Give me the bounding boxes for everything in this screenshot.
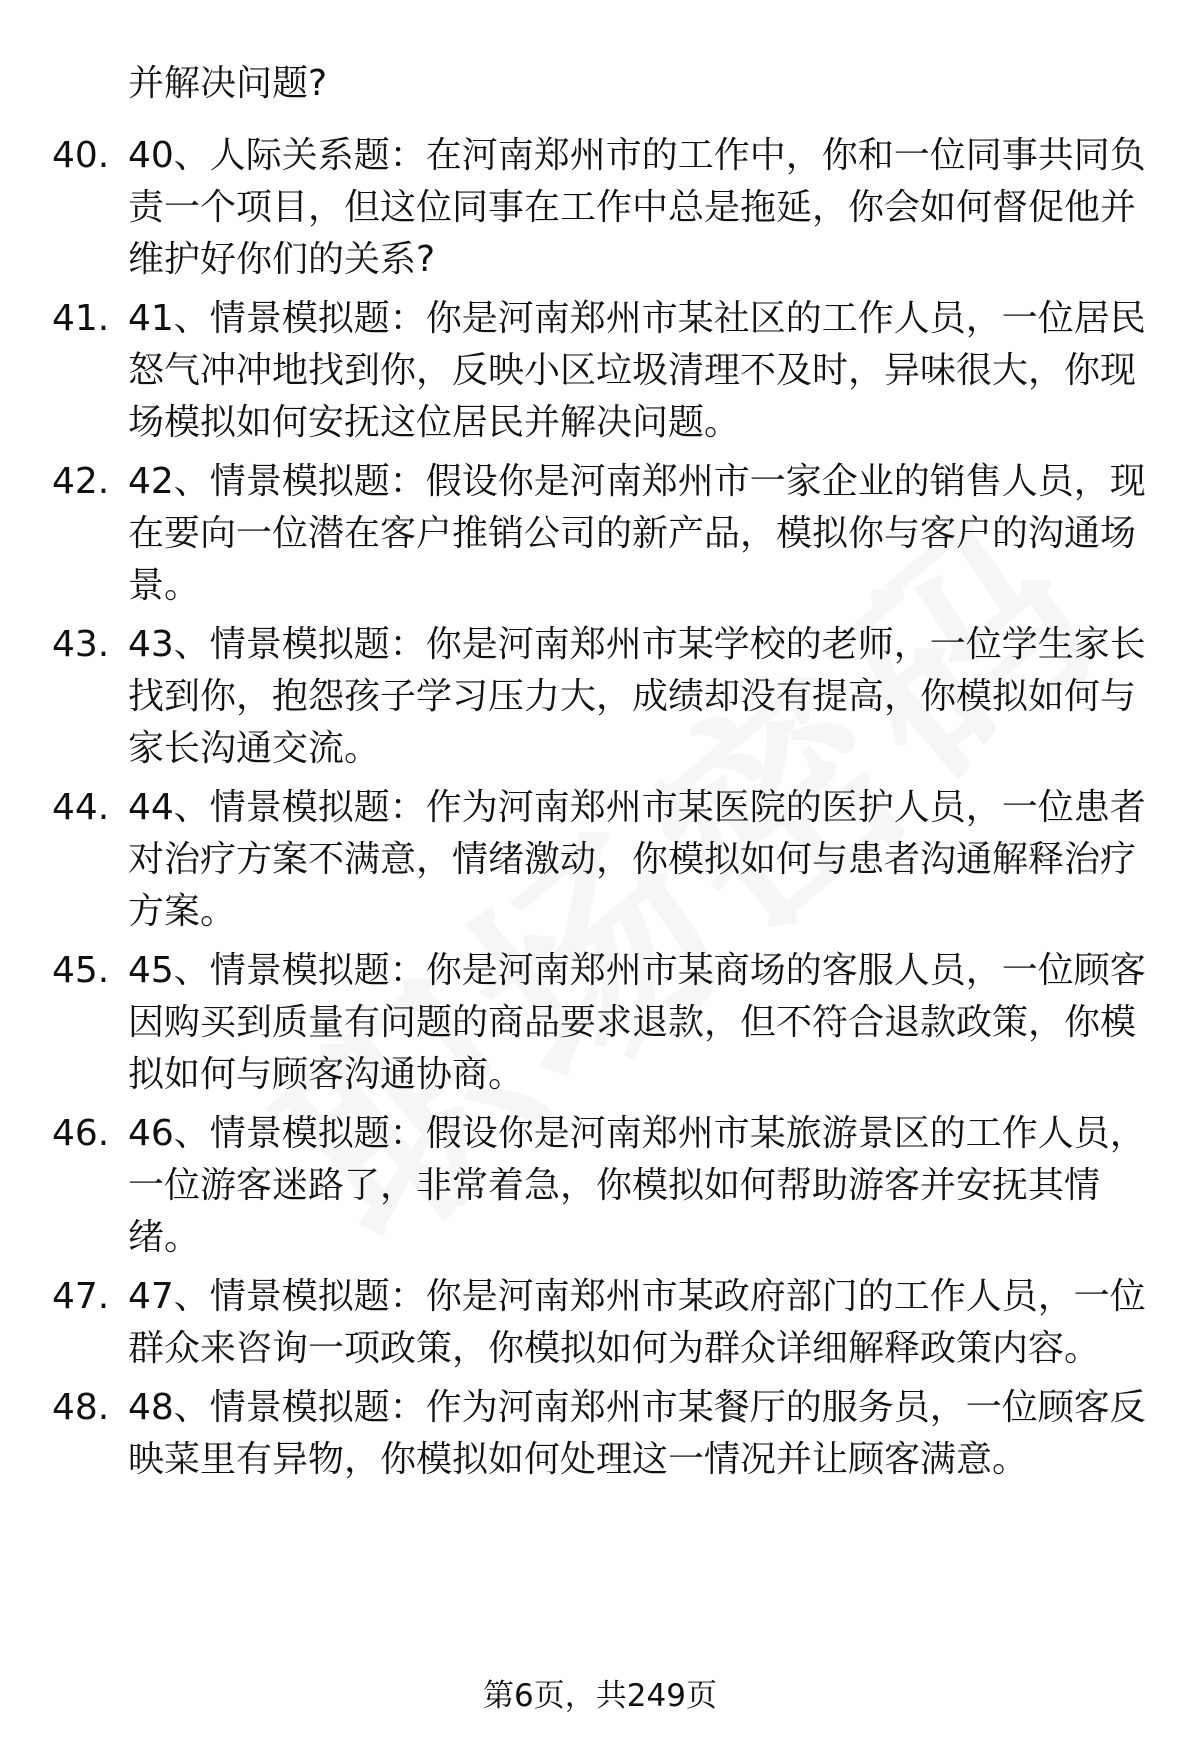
continuation-text: 并解决问题? — [128, 63, 328, 104]
item-text: 48、情景模拟题：作为河南郑州市某餐厅的服务员，一位顾客反映菜里有异物，你模拟如何处理这一情况并让顾客满意。 — [128, 1387, 1146, 1480]
item-text: 43、情景模拟题：你是河南郑州市某学校的老师，一位学生家长找到你，抱怨孩子学习压力大，成绩却没有提高，你模拟如何与家长沟通交流。 — [128, 624, 1146, 769]
item-number: 43. — [52, 624, 110, 665]
item-text: 41、情景模拟题：你是河南郑州市某社区的工作人员，一位居民怒气冲冲地找到你，反映小区垃圾清理不及时，异味很大，你现场模拟如何安抚这位居民并解决问题。 — [128, 298, 1146, 443]
item-number: 48. — [52, 1387, 110, 1428]
item-text: 40、人际关系题：在河南郑州市的工作中，你和一位同事共同负责一个项目，但这位同事在工作中总是拖延，你会如何督促他并维护好你们的关系? — [128, 135, 1146, 280]
item-text: 45、情景模拟题：你是河南郑州市某商场的客服人员，一位顾客因购买到质量有问题的商品要求退款，但不符合退款政策，你模拟如何与顾客沟通协商。 — [128, 950, 1146, 1095]
item-number: 42. — [52, 461, 110, 502]
item-text: 42、情景模拟题：假设你是河南郑州市一家企业的销售人员，现在要向一位潜在客户推销公司的新产品，模拟你与客户的沟通场景。 — [128, 461, 1146, 606]
item-text: 44、情景模拟题：作为河南郑州市某医院的医护人员，一位患者对治疗方案不满意，情绪激动，你模拟如何与患者沟通解释治疗方案。 — [128, 787, 1146, 932]
item-number: 40. — [52, 135, 110, 176]
item-text: 46、情景模拟题：假设你是河南郑州市某旅游景区的工作人员，一位游客迷路了，非常着急，你模拟如何帮助游客并安抚其情绪。 — [128, 1113, 1146, 1258]
item-text: 47、情景模拟题：你是河南郑州市某政府部门的工作人员，一位群众来咨询一项政策，你模拟如何为群众详细解释政策内容。 — [128, 1276, 1146, 1369]
item-number: 47. — [52, 1276, 110, 1317]
item-number: 46. — [52, 1113, 110, 1154]
item-number: 45. — [52, 950, 110, 991]
page-footer: 第6页，共249页 — [483, 1678, 717, 1714]
item-number: 44. — [52, 787, 110, 828]
item-number: 41. — [52, 298, 110, 339]
